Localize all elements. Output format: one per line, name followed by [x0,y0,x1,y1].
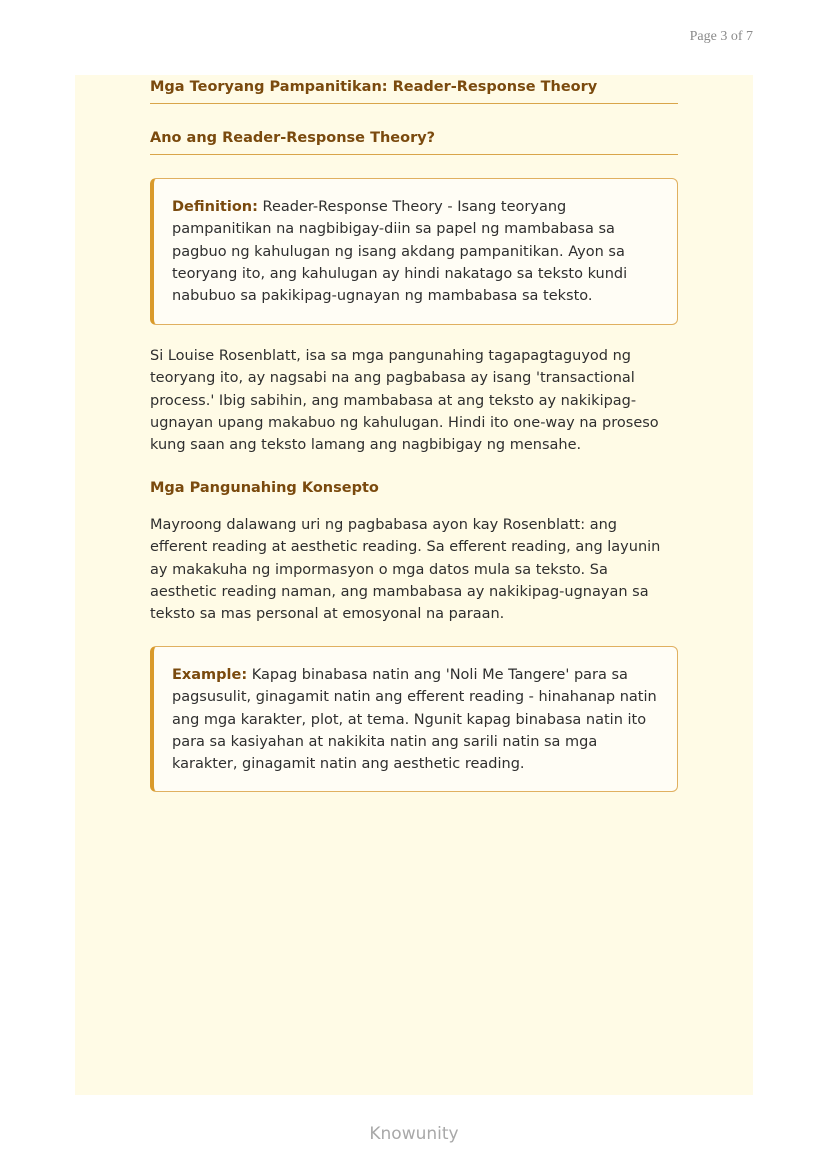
section-title: Mga Teoryang Pampanitikan: Reader-Response Theory [150,79,678,104]
example-box [150,646,678,792]
question-heading: Ano ang Reader-Response Theory? [150,130,678,155]
example-text: Kapag binabasa natin ang 'Noli Me Tangere' para sa pagsusulit, ginagamit natin ang efferent reading - hinahanap natin ang mga karakter, plot, at tema. Ngunit kapag binabasa natin ito para sa kasiyahan at nakikita natin ang sarili natin sa mga karakter, ginagamit natin ang aesthetic reading. [172,667,657,773]
concepts-paragraph: Mayroong dalawang uri ng pagbabasa ayon kay Rosenblatt: ang efferent reading at aesthetic reading. Sa efferent reading, ang layunin ay makakuha ng impormasyon o mga datos mula sa teksto. Sa aesthetic reading naman, ang mambabasa ay nakikipag-ugnayan sa teksto sa mas personal at emosyonal na paraan. [150,517,661,623]
example-label: Example: [172,667,248,683]
definition-text: Reader-Response Theory - Isang teoryang pampanitikan na nagbibigay-diin sa papel ng mambabasa sa pagbuo ng kahulugan ng isang akdang pampanitikan. Ayon sa teoryang ito, ang kahulugan ay hindi nakatago sa teksto kundi nabubuo sa pakikipag-ugnayan ng mambabasa sa teksto. [172,199,628,305]
page-indicator: Page 3 of 7 [689,29,753,44]
definition-box [150,178,678,325]
footer-brand: Knowunity [369,1124,459,1144]
concepts-heading: Mga Pangunahing Konsepto [150,480,379,496]
definition-label: Definition: [172,199,258,215]
document-card [75,75,753,1095]
rosenblatt-paragraph: Si Louise Rosenblatt, isa sa mga pangunahing tagapagtaguyod ng teoryang ito, ay nagsabi na ang pagbabasa ay isang 'transactional process.' Ibig sabihin, ang mambabasa at ang teksto ay nakikipag-ugnayan upang makabuo ng kahulugan. Hindi ito one-way na proseso kung saan ang teksto lamang ang nagbibigay ng mensahe. [150,348,659,454]
